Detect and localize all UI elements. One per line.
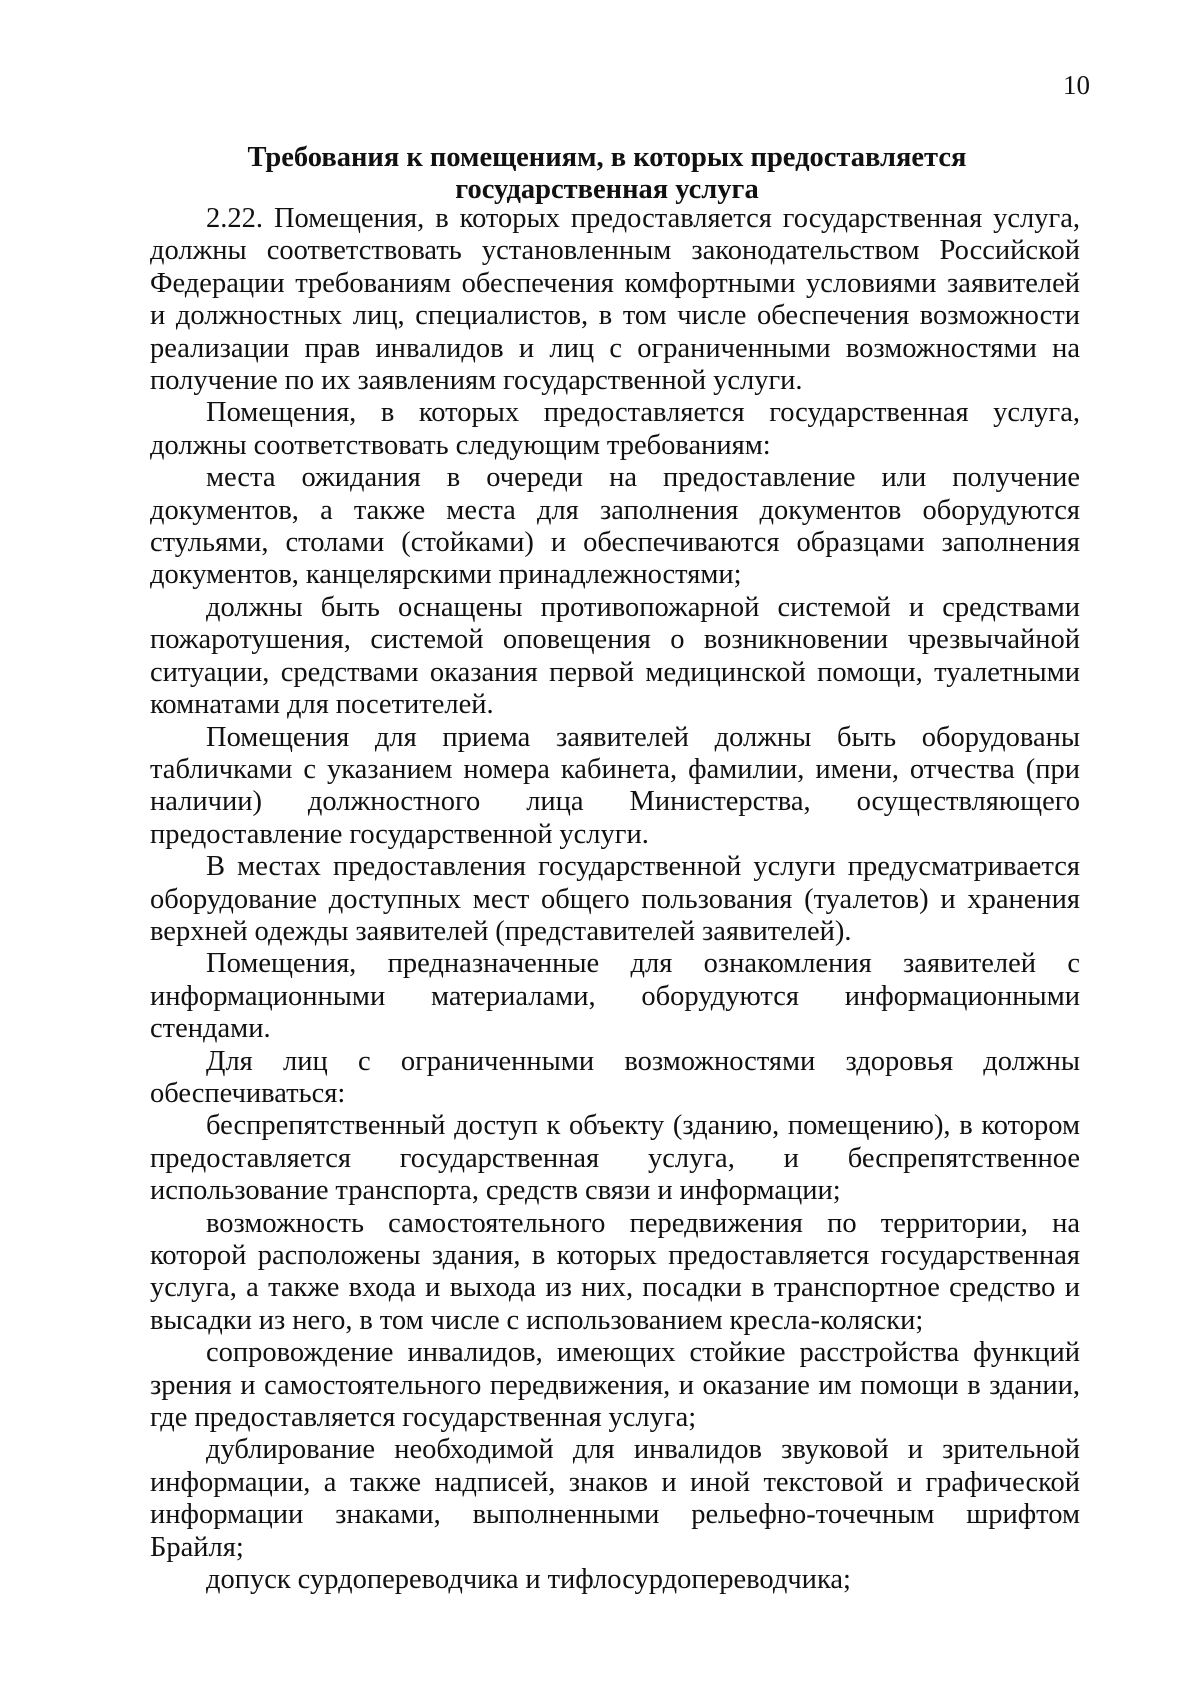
paragraph-premises-requirements: Помещения, в которых предоставляется государственная услуга, должны соответствовать следующим требованиям: xyxy=(150,397,1080,461)
paragraph-2-22: 2.22. Помещения, в которых предоставляется государственная услуга, должны соответствовать установленным законодательством Российской Федерации требованиям обеспечения комфортными условиями заявителей и должностных лиц, специалистов, в том числе обеспечения возможности реализации прав инвалидов и лиц с ограниченными возможностями на получение по их заявлениям государственной услуги. xyxy=(150,203,1080,397)
body-text xyxy=(150,203,1080,1596)
paragraph-reception-signs: Помещения для приема заявителей должны быть оборудованы табличками с указанием номера кабинета, фамилии, имени, отчества (при наличии) должностного лица Министерства, осуществляющего предоставление государственной услуги. xyxy=(150,721,1080,850)
paragraph-fire-safety: должны быть оснащены противопожарной системой и средствами пожаротушения, системой оповещения о возникновении чрезвычайной ситуации, средствами оказания первой медицинской помощи, туалетными комнатами для посетителей. xyxy=(150,591,1080,721)
paragraph-waiting-places: места ожидания в очереди на предоставление или получение документов, а также места для заполнения документов оборудуются стульями, столами (стойками) и обеспечиваются образцами заполнения документов, канцелярскими принадлежностями; xyxy=(150,462,1080,591)
paragraph-independent-movement: возможность самостоятельного передвижения по территории, на которой расположены здания, в которых предоставляется государственная услуга, а также входа и выхода из них, посадки в транспортное средство и высадки из него, в том числе с использованием кресла-коляски; xyxy=(150,1207,1080,1336)
paragraph-disability-intro: Для лиц с ограниченными возможностями здоровья должны обеспечиваться: xyxy=(150,1045,1080,1109)
paragraph-unimpeded-access: беспрепятственный доступ к объекту (зданию, помещению), в котором предоставляется государственная услуга, и беспрепятственное использование транспорта, средств связи и информации; xyxy=(150,1110,1080,1207)
section-heading-line-1: Требования к помещениям, в которых предоставляется xyxy=(247,142,967,173)
page-number: 10 xyxy=(1063,70,1090,100)
section-heading-line-2: государственная услуга xyxy=(455,174,759,205)
paragraph-escort: сопровождение инвалидов, имеющих стойкие расстройства функций зрения и самостоятельного передвижения, и оказание им помощи в здании, где предоставляется государственная услуга; xyxy=(150,1337,1080,1434)
paragraph-braille-duplication: дублирование необходимой для инвалидов звуковой и зрительной информации, а также надписей, знаков и иной текстовой и графической информации знаками, выполненными рельефно-точечным шрифтом Брайля; xyxy=(150,1434,1080,1563)
paragraph-public-facilities: В местах предоставления государственной услуги предусматривается оборудование доступных мест общего пользования (туалетов) и хранения верхней одежды заявителей (представителей заявителей). xyxy=(150,851,1080,947)
paragraph-information-stands: Помещения, предназначенные для ознакомления заявителей с информационными материалами, оборудуются информационными стендами. xyxy=(150,948,1080,1045)
paragraph-sign-interpreter: допуск сурдопереводчика и тифлосурдопереводчика; xyxy=(206,1564,851,1596)
section-heading xyxy=(150,142,1064,206)
